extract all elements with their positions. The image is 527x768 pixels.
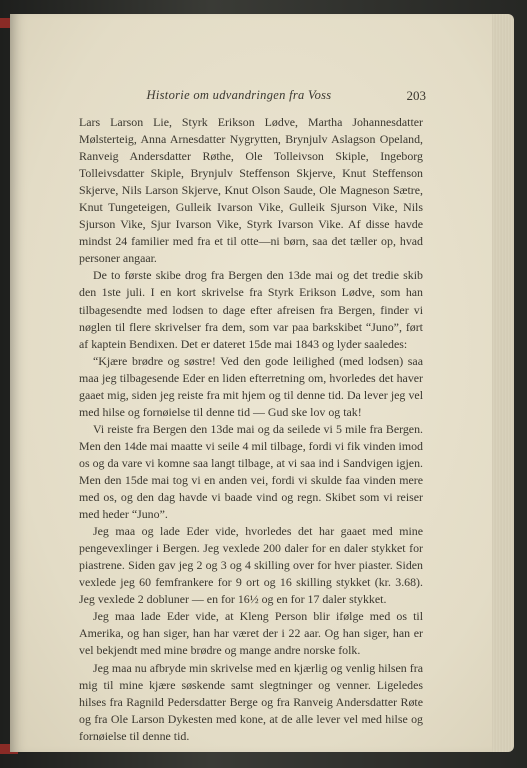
paragraph-money-exchange: Jeg maa og lade Eder vide, hvorledes det har gaaet med mine pengevexlinger i Bergen. Jeg vexlede 200 daler for en daler stykket for piastrene. Siden gav jeg 2 og 3 og 4 skilling over for hver piaster. Siden vexlede jeg 60 femfrankere for 9 ort og 16 skilling stykket (kr. 3.68). Jeg vexlede 2 dobluner — en for 16½ og en for 17 daler stykket. (79, 524, 423, 607)
book-page (10, 14, 492, 752)
paragraph-voyage: Vi reiste fra Bergen den 13de mai og da seilede vi 5 mile fra Bergen. Men den 14de mai maatte vi seile 4 mil tilbage, fordi vi fik vinden imod os og da vare vi komne saa langt tilbage, at vi saa ind i Sandvigen igjen. Men den 15de mai tog vi en anden vei, fordi vi skulde faa vinden mere med os, og den dag havde vi baade vind og regn. Skibet som vi reiser med heder “Juno”. (79, 421, 423, 522)
paragraph-ships: De to første skibe drog fra Bergen den 13de mai og det tredie skib den 1ste juli. I en kort skrivelse fra Styrk Erikson Lødve, som han tilbagesendte med lodsen to dage efter afreisen fra Bergen, finder vi nøglen til flere skrivelser fra dem, som var paa barkskibet “Juno”, ført af kaptein Bendixen. Det er dateret 15de mai 1843 og lyder saaledes: (79, 268, 423, 351)
running-title: Historie om udvandringen fra Voss (146, 88, 332, 102)
paragraph-closing: Jeg maa nu afbryde min skrivelse med en kjærlig og venlig hilsen fra mig til mine kjære søskende samt slegtninger og venner. Ligeledes hilses fra Ragnild Pedersdatter Berge og fra Ranveig Andersdatter Røte og fra Ole Larson Dykesten med kone, at de alle lever vel med hilse og fornøielse til denne tid. (79, 660, 423, 743)
body-text (79, 114, 423, 745)
paragraph-emigrant-list: Lars Larson Lie, Styrk Erikson Lødve, Martha Johannesdatter Mølsterteig, Anna Arnesdatter Nygrytten, Brynjulv Aslagson Opeland, Ranveig Andersdatter Røthe, Ole Tolleivson Skiple, Ingeborg Tolleivsdatter Skiple, Brynjulv Steffenson Skjerve, Knut Steffenson Skjerve, Nils Larson Skjerve, Knut Olson Saude, Ole Magneson Sætre, Knut Tungeteigen, Gulleik Ivarson Vike, Gulleik Sjurson Vike, Nils Sjurson Vike, Sjur Ivarson Vike, Styrk Ivarson Vike. Af disse havde mindst 24 familier med fra et til otte—ni børn, saa det tæller op, hvad personer angaar. (79, 115, 423, 266)
page-header (74, 88, 424, 106)
paragraph-kleng-person: Jeg maa lade Eder vide, at Kleng Person blir ifølge med os til Amerika, og han siger, han har været der i 22 aar. Og han siger, han er vel bekjendt med mine brødre og mange andre norske folk. (79, 609, 423, 658)
page-number: 203 (406, 88, 426, 103)
paragraph-letter-opening: “Kjære brødre og søstre! Ved den gode leilighed (med lodsen) saa maa jeg tilbagesende Eder en liden efterretning om, hvorledes det haver gaaet mig, siden jeg reiste fra mit hjem og til denne tid. Da lever jeg vel med hilse og fornøielse til denne tid — Gud ske lov og tak! (79, 353, 423, 419)
